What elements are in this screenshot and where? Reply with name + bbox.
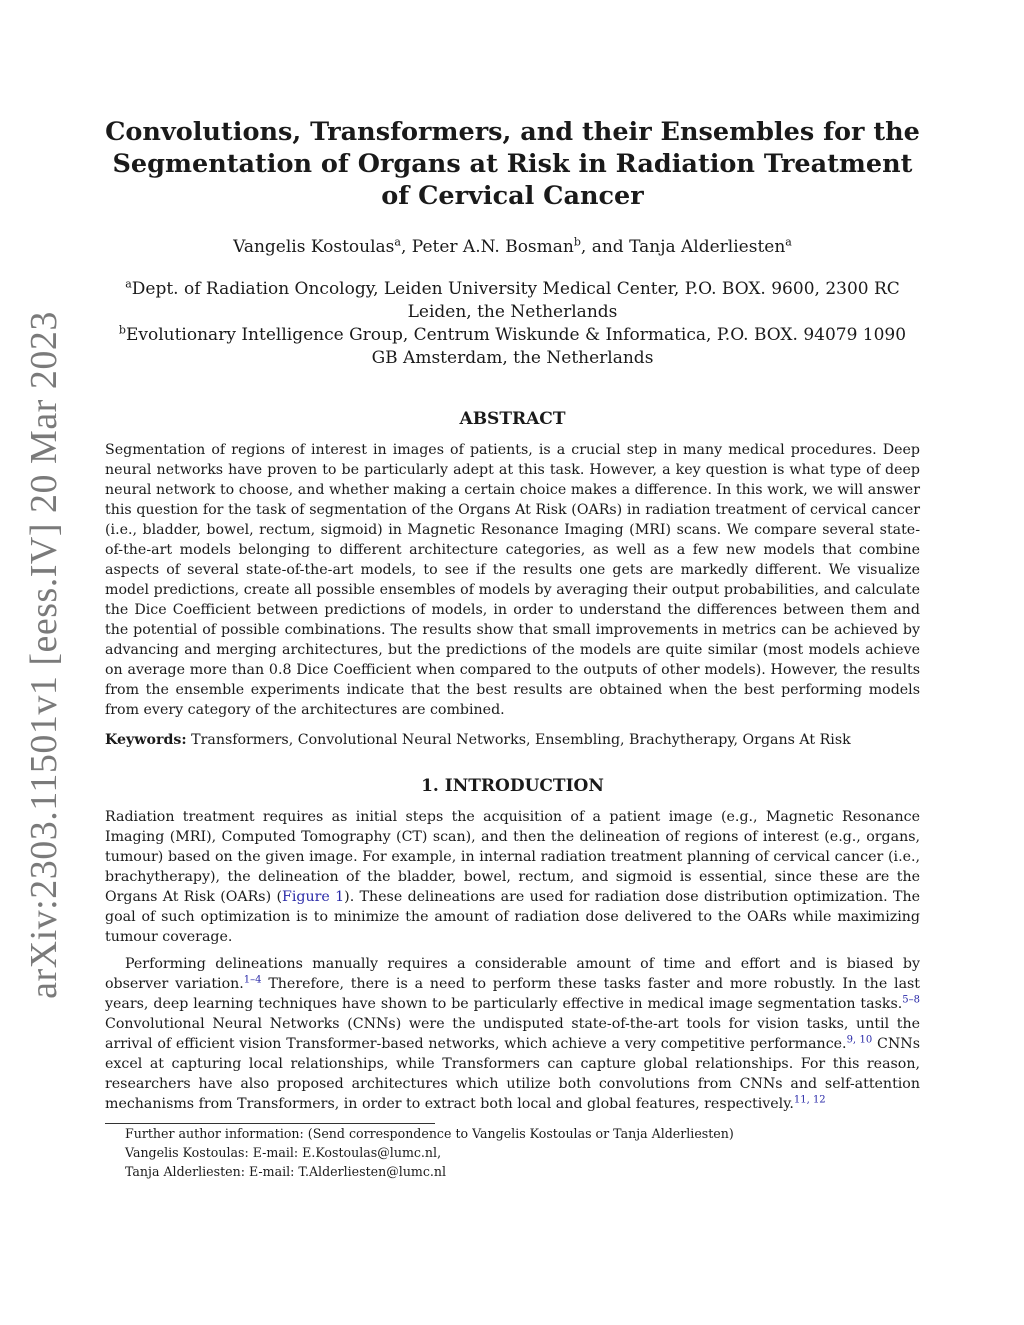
keywords-label: Keywords: bbox=[105, 732, 187, 748]
intro-p1-text: ). These delineations are used for radiation dose distribution optimization. The goal of such optimization is to minimize the amount of radiation dose delivered to the OARs while maximizing tumour coverage. bbox=[105, 889, 920, 945]
intro-p2-text: Performing delineations manually requires a considerable amount of time and effort and is biased by observer variation. bbox=[105, 956, 920, 992]
affiliation-mark: a bbox=[125, 277, 132, 291]
author-affil-mark: a bbox=[394, 235, 401, 249]
intro-p2-text: Therefore, there is a need to perform these tasks faster and more robustly. In the last years, deep learning techniques have shown to be particularly effective in medical image segmentation tasks. bbox=[105, 976, 921, 1012]
author-separator: , bbox=[400, 237, 412, 257]
keywords-text: Transformers, Convolutional Neural Networks, Ensembling, Brachytherapy, Organs At Risk bbox=[191, 732, 851, 748]
author-name: Tanja Alderliesten bbox=[629, 237, 786, 257]
citation-link[interactable]: 11, 12 bbox=[793, 1094, 826, 1106]
author-list bbox=[105, 236, 920, 258]
affiliation bbox=[105, 278, 920, 324]
author-name: Peter A.N. Bosman bbox=[411, 237, 574, 257]
citation-link[interactable]: 1–4 bbox=[243, 974, 262, 986]
affiliation-text: Dept. of Radiation Oncology, Leiden University Medical Center, P.O. BOX. 9600, 2300 RC Leiden, the Netherlands bbox=[131, 279, 900, 322]
arxiv-id-text: arXiv:2303.11501v1 [eess.IV] 20 Mar 2023 bbox=[23, 311, 66, 999]
author-name: Vangelis Kostoulas bbox=[233, 237, 395, 257]
intro-paragraph-1 bbox=[105, 807, 920, 947]
footnote-line: Tanja Alderliesten: E-mail: T.Alderliesten@lumc.nl bbox=[125, 1164, 447, 1179]
footnote-line: Further author information: (Send correspondence to Vangelis Kostoulas or Tanja Alderliesten) bbox=[125, 1126, 734, 1141]
affiliation-mark: b bbox=[118, 323, 126, 337]
footnotes bbox=[125, 1124, 920, 1181]
author-separator: , and bbox=[580, 237, 630, 257]
introduction-heading: 1. INTRODUCTION bbox=[421, 776, 604, 796]
footnote-line: Vangelis Kostoulas: E-mail: E.Kostoulas@lumc.nl, bbox=[125, 1145, 442, 1160]
citation-link[interactable]: 9, 10 bbox=[846, 1034, 873, 1046]
figure-1-link[interactable]: Figure 1 bbox=[282, 889, 345, 905]
citation-link[interactable]: 5–8 bbox=[902, 994, 920, 1006]
abstract-heading: ABSTRACT bbox=[459, 409, 566, 429]
abstract-text: Segmentation of regions of interest in images of patients, is a crucial step in many medical procedures. Deep neural networks have proven to be particularly adept at this task. However, a key question is what type of deep neural network to choose, and whether making a certain choice makes a difference. In this work, we will answer this question for the task of segmentation of the Organs At Risk (OARs) in radiation treatment of cervical cancer (i.e., bladder, bowel, rectum, sigmoid) in Magnetic Resonance Imaging (MRI) scans. We compare several state-of-the-art models belonging to different architecture categories, as well as a few new models that combine aspects of several state-of-the-art models, to see if the results one gets are markedly different. We visualize model predictions, create all possible ensembles of models by averaging their output probabilities, and calculate the Dice Coefficient between predictions of models, in order to understand the differences between them and the potential of possible combinations. The results show that small improvements in metrics can be achieved by advancing and merging architectures, but the predictions of the models are quite similar (most models achieve on average more than 0.8 Dice Coefficient when compared to the outputs of other models). However, the results from the ensemble experiments indicate that the best results are obtained when the best performing models from every category of the architectures are combined. bbox=[105, 442, 920, 718]
intro-p2-text: CNNs excel at capturing local relationships, while Transformers can capture global relationships. For this reason, researchers have also proposed architectures which utilize both convolutions from CNNs and self-attention mechanisms from Transformers, in order to extract both local and global features, respectively. bbox=[105, 1036, 920, 1112]
intro-paragraph-2 bbox=[105, 954, 920, 1114]
author-affil-mark: b bbox=[573, 235, 581, 249]
intro-p1-text: Radiation treatment requires as initial steps the acquisition of a patient image (e.g., Magnetic Resonance Imaging (MRI), Computed Tomography (CT) scan), and then the delineation of regions of interest (e.g., organs, tumour) based on the given image. For example, in internal radiation treatment planning of cervical cancer (i.e., brachytherapy), the delineation of the bladder, bowel, rectum, and sigmoid is essential, since these are the Organs At Risk (OARs) ( bbox=[105, 809, 920, 905]
affiliation bbox=[105, 324, 920, 370]
affiliation-text: Evolutionary Intelligence Group, Centrum Wiskunde & Informatica, P.O. BOX. 94079 1090 GB Amsterdam, the Netherlands bbox=[125, 325, 907, 368]
paper-title: Convolutions, Transformers, and their Ensembles for the Segmentation of Organs at Risk in Radiation Treatment of Cervical Cancer bbox=[105, 117, 920, 211]
arxiv-side-identifier bbox=[16, 311, 72, 999]
keywords bbox=[105, 730, 920, 750]
affiliation-list bbox=[105, 278, 920, 370]
author-affil-mark: a bbox=[785, 235, 792, 249]
intro-p2-text: Convolutional Neural Networks (CNNs) were the undisputed state-of-the-art tools for vision tasks, until the arrival of efficient vision Transformer-based networks, which achieve a very competitive performance. bbox=[105, 1016, 920, 1052]
